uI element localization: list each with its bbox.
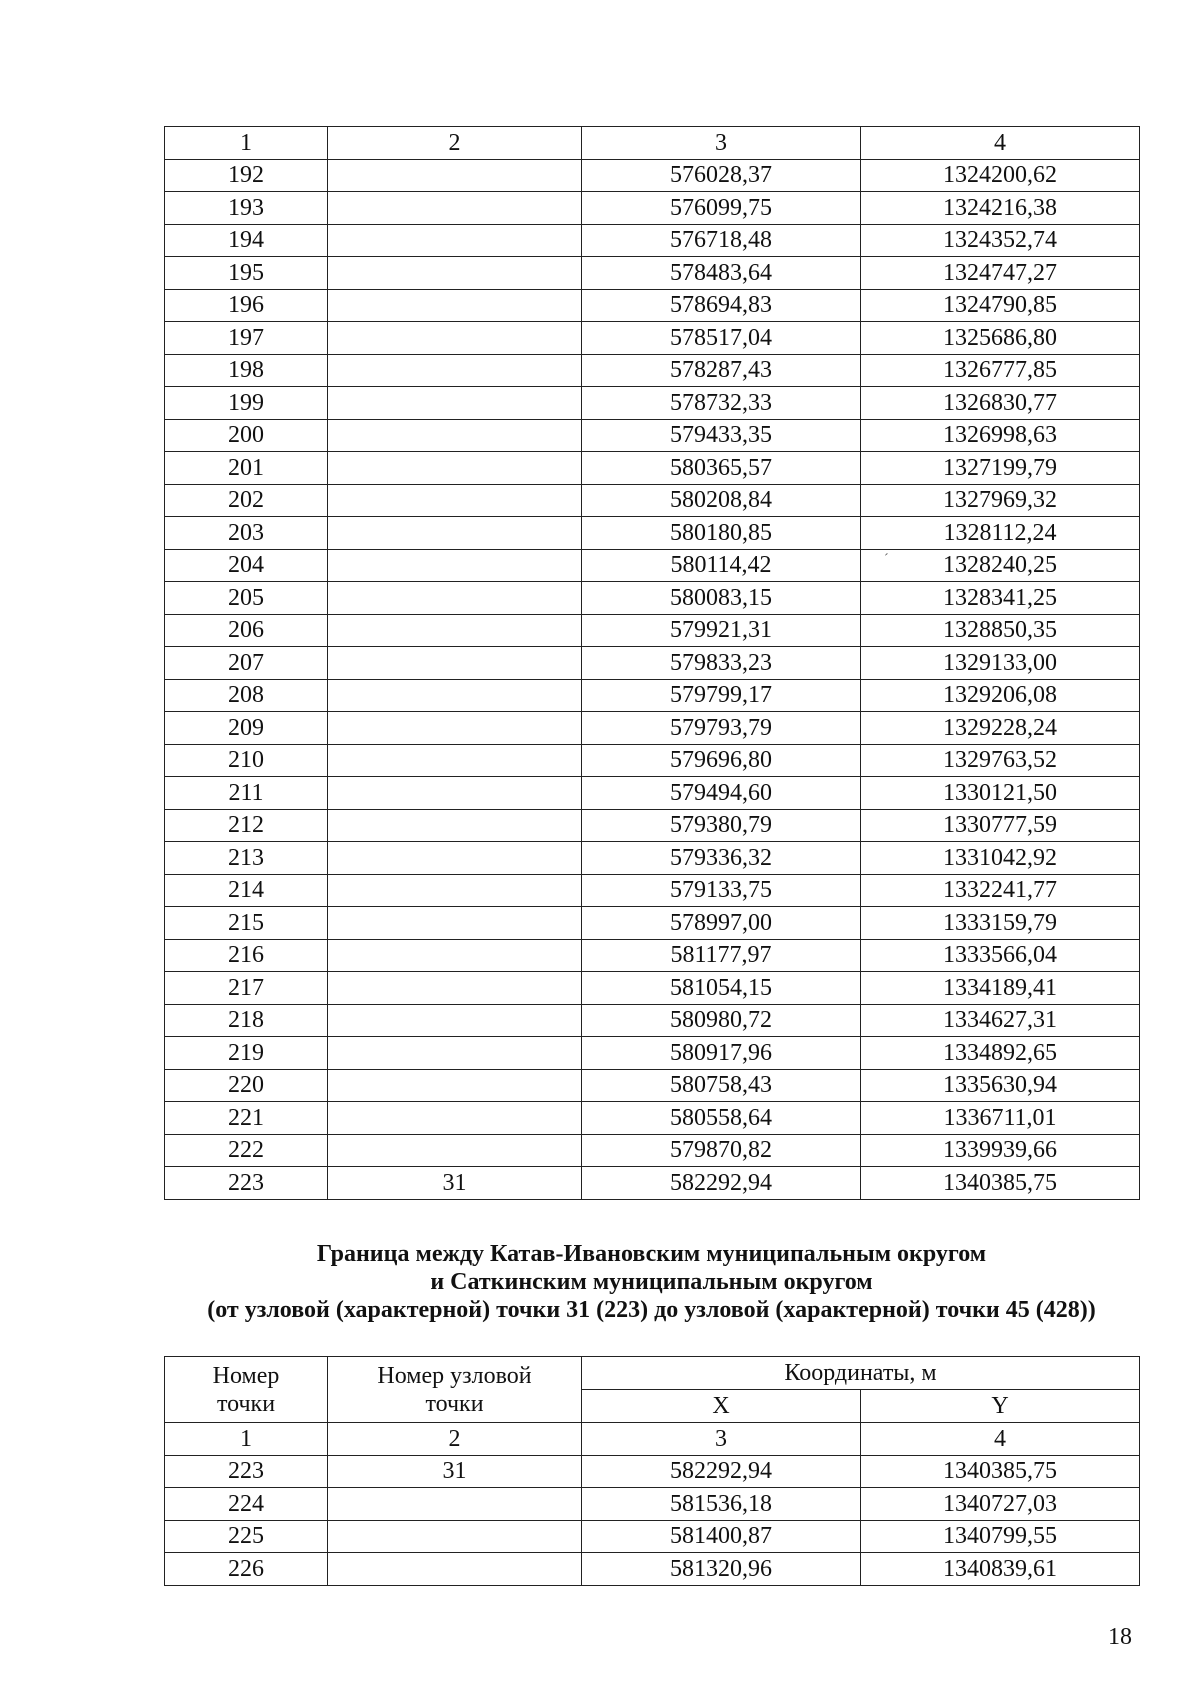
point-number-cell: 225 xyxy=(165,1520,328,1553)
x-coordinate-cell: 580558,64 xyxy=(582,1102,861,1135)
x-coordinate-cell: 580365,57 xyxy=(582,452,861,485)
y-coordinate-cell: 1324352,74 xyxy=(861,224,1140,257)
node-point-cell: 31 xyxy=(328,1455,582,1488)
y-coordinate-cell: 1340839,61 xyxy=(861,1553,1140,1586)
node-point-cell xyxy=(328,289,582,322)
node-point-cell xyxy=(328,484,582,517)
point-number-cell: 220 xyxy=(165,1069,328,1102)
x-coordinate-cell: 580114,42 xyxy=(582,549,861,582)
x-coordinate-cell: 582292,94 xyxy=(582,1167,861,1200)
table-row xyxy=(165,679,1140,712)
y-coordinate-cell: 1330777,59 xyxy=(861,809,1140,842)
y-coordinate-cell: 1340385,75 xyxy=(861,1167,1140,1200)
point-number-cell: 194 xyxy=(165,224,328,257)
column-number-cell: 1 xyxy=(165,127,328,160)
node-point-cell xyxy=(328,842,582,875)
node-point-cell xyxy=(328,647,582,680)
point-number-cell: 213 xyxy=(165,842,328,875)
node-point-cell xyxy=(328,744,582,777)
point-number-cell: 211 xyxy=(165,777,328,810)
node-point-cell: 31 xyxy=(328,1167,582,1200)
column-number-cell: 2 xyxy=(328,1423,582,1456)
point-number-cell: 223 xyxy=(165,1455,328,1488)
node-point-cell xyxy=(328,354,582,387)
y-coordinate-cell: 1334627,31 xyxy=(861,1004,1140,1037)
x-coordinate-cell: 579133,75 xyxy=(582,874,861,907)
point-number-cell: 208 xyxy=(165,679,328,712)
y-coordinate-cell: 1328240,25 xyxy=(861,549,1140,582)
x-coordinate-cell: 579696,80 xyxy=(582,744,861,777)
point-number-cell: 219 xyxy=(165,1037,328,1070)
x-coordinate-cell: 579921,31 xyxy=(582,614,861,647)
y-coordinate-header: Y xyxy=(861,1390,1140,1423)
x-coordinate-cell: 581536,18 xyxy=(582,1488,861,1521)
coordinates-table-body xyxy=(165,127,1140,1200)
x-coordinate-cell: 580083,15 xyxy=(582,582,861,615)
y-coordinate-cell: 1328341,25 xyxy=(861,582,1140,615)
coordinates-header: Координаты, м xyxy=(582,1357,1140,1390)
point-number-cell: 218 xyxy=(165,1004,328,1037)
node-point-cell xyxy=(328,224,582,257)
y-coordinate-cell: 1328850,35 xyxy=(861,614,1140,647)
x-coordinate-cell: 576028,37 xyxy=(582,159,861,192)
y-coordinate-cell: 1336711,01 xyxy=(861,1102,1140,1135)
y-coordinate-cell: 1326998,63 xyxy=(861,419,1140,452)
x-coordinate-cell: 581320,96 xyxy=(582,1553,861,1586)
table-row xyxy=(165,1553,1140,1586)
x-coordinate-cell: 578732,33 xyxy=(582,387,861,420)
point-number-cell: 224 xyxy=(165,1488,328,1521)
table-row xyxy=(165,224,1140,257)
table-row xyxy=(165,1069,1140,1102)
point-number-cell: 226 xyxy=(165,1553,328,1586)
point-number-cell: 217 xyxy=(165,972,328,1005)
point-number-header: Номер точки xyxy=(165,1357,328,1423)
boundary-coordinates-table xyxy=(164,1356,1140,1586)
table-row xyxy=(165,484,1140,517)
x-coordinate-cell: 582292,94 xyxy=(582,1455,861,1488)
y-coordinate-cell: 1329763,52 xyxy=(861,744,1140,777)
point-number-cell: 206 xyxy=(165,614,328,647)
x-coordinate-cell: 578287,43 xyxy=(582,354,861,387)
point-number-cell: 201 xyxy=(165,452,328,485)
y-coordinate-cell: 1335630,94 xyxy=(861,1069,1140,1102)
point-number-cell: 222 xyxy=(165,1134,328,1167)
point-number-cell: 196 xyxy=(165,289,328,322)
table-row xyxy=(165,322,1140,355)
section-heading xyxy=(164,1240,1139,1324)
x-coordinate-header: X xyxy=(582,1390,861,1423)
node-point-cell xyxy=(328,679,582,712)
node-point-cell xyxy=(328,809,582,842)
table-row xyxy=(165,549,1140,582)
node-point-cell xyxy=(328,712,582,745)
table-row xyxy=(165,614,1140,647)
point-number-cell: 199 xyxy=(165,387,328,420)
y-coordinate-cell: 1324200,62 xyxy=(861,159,1140,192)
x-coordinate-cell: 578483,64 xyxy=(582,257,861,290)
coordinates-table-continued xyxy=(164,126,1140,1200)
table-row xyxy=(165,257,1140,290)
x-coordinate-cell: 579799,17 xyxy=(582,679,861,712)
section-heading-line: и Саткинским муниципальным округом xyxy=(430,1269,873,1295)
point-number-cell: 207 xyxy=(165,647,328,680)
table-row xyxy=(165,452,1140,485)
y-coordinate-cell: 1326777,85 xyxy=(861,354,1140,387)
node-point-number-header: Номер узловой точки xyxy=(328,1357,582,1423)
table-row xyxy=(165,647,1140,680)
y-coordinate-cell: 1340385,75 xyxy=(861,1455,1140,1488)
y-coordinate-cell: 1333566,04 xyxy=(861,939,1140,972)
point-number-cell: 192 xyxy=(165,159,328,192)
table-row xyxy=(165,1488,1140,1521)
point-number-cell: 193 xyxy=(165,192,328,225)
y-coordinate-cell: 1328112,24 xyxy=(861,517,1140,550)
table-row xyxy=(165,744,1140,777)
x-coordinate-cell: 576099,75 xyxy=(582,192,861,225)
y-coordinate-cell: 1326830,77 xyxy=(861,387,1140,420)
node-point-cell xyxy=(328,549,582,582)
node-point-cell xyxy=(328,257,582,290)
column-number-row xyxy=(165,127,1140,160)
column-number-row xyxy=(165,1423,1140,1456)
scan-speck: ˊ xyxy=(884,552,889,567)
y-coordinate-cell: 1339939,66 xyxy=(861,1134,1140,1167)
node-point-cell xyxy=(328,972,582,1005)
point-number-cell: 202 xyxy=(165,484,328,517)
page-number: 18 xyxy=(1108,1624,1132,1650)
table-header-row xyxy=(165,1357,1140,1390)
table-row xyxy=(165,1455,1140,1488)
x-coordinate-cell: 578997,00 xyxy=(582,907,861,940)
point-number-cell: 216 xyxy=(165,939,328,972)
point-number-cell: 215 xyxy=(165,907,328,940)
node-point-cell xyxy=(328,1134,582,1167)
table-row xyxy=(165,939,1140,972)
table-row xyxy=(165,354,1140,387)
column-number-cell: 3 xyxy=(582,127,861,160)
boundary-coordinates-table-body xyxy=(165,1357,1140,1586)
point-number-cell: 197 xyxy=(165,322,328,355)
point-number-cell: 223 xyxy=(165,1167,328,1200)
x-coordinate-cell: 579793,79 xyxy=(582,712,861,745)
point-number-cell: 195 xyxy=(165,257,328,290)
node-point-cell xyxy=(328,1488,582,1521)
x-coordinate-cell: 581177,97 xyxy=(582,939,861,972)
node-point-cell xyxy=(328,517,582,550)
table-row xyxy=(165,712,1140,745)
x-coordinate-cell: 579833,23 xyxy=(582,647,861,680)
table-row xyxy=(165,192,1140,225)
table-row xyxy=(165,387,1140,420)
node-point-cell xyxy=(328,1520,582,1553)
point-number-cell: 200 xyxy=(165,419,328,452)
section-heading-line: Граница между Катав-Ивановским муниципальным округом xyxy=(316,1241,987,1267)
node-point-cell xyxy=(328,452,582,485)
y-coordinate-cell: 1334189,41 xyxy=(861,972,1140,1005)
node-point-cell xyxy=(328,322,582,355)
x-coordinate-cell: 579380,79 xyxy=(582,809,861,842)
node-point-cell xyxy=(328,159,582,192)
node-point-cell xyxy=(328,419,582,452)
point-number-cell: 214 xyxy=(165,874,328,907)
y-coordinate-cell: 1327969,32 xyxy=(861,484,1140,517)
table-row xyxy=(165,1102,1140,1135)
node-point-cell xyxy=(328,1004,582,1037)
point-number-cell: 212 xyxy=(165,809,328,842)
x-coordinate-cell: 579494,60 xyxy=(582,777,861,810)
node-point-cell xyxy=(328,1037,582,1070)
table-row xyxy=(165,972,1140,1005)
column-number-cell: 1 xyxy=(165,1423,328,1456)
node-point-cell xyxy=(328,874,582,907)
point-number-cell: 204 xyxy=(165,549,328,582)
node-point-cell xyxy=(328,614,582,647)
node-point-cell xyxy=(328,1102,582,1135)
x-coordinate-cell: 576718,48 xyxy=(582,224,861,257)
x-coordinate-cell: 579433,35 xyxy=(582,419,861,452)
column-number-cell: 2 xyxy=(328,127,582,160)
point-number-cell: 198 xyxy=(165,354,328,387)
point-number-cell: 221 xyxy=(165,1102,328,1135)
y-coordinate-cell: 1324790,85 xyxy=(861,289,1140,322)
point-number-cell: 205 xyxy=(165,582,328,615)
table-row xyxy=(165,1134,1140,1167)
table-row xyxy=(165,1167,1140,1200)
y-coordinate-cell: 1340799,55 xyxy=(861,1520,1140,1553)
y-coordinate-cell: 1331042,92 xyxy=(861,842,1140,875)
node-point-cell xyxy=(328,192,582,225)
node-point-cell xyxy=(328,582,582,615)
table-row xyxy=(165,1004,1140,1037)
column-number-cell: 4 xyxy=(861,1423,1140,1456)
table-row xyxy=(165,289,1140,322)
table-row xyxy=(165,907,1140,940)
y-coordinate-cell: 1334892,65 xyxy=(861,1037,1140,1070)
point-number-cell: 210 xyxy=(165,744,328,777)
x-coordinate-cell: 579336,32 xyxy=(582,842,861,875)
x-coordinate-cell: 579870,82 xyxy=(582,1134,861,1167)
x-coordinate-cell: 580208,84 xyxy=(582,484,861,517)
table-row xyxy=(165,1037,1140,1070)
table-row xyxy=(165,874,1140,907)
table-row xyxy=(165,842,1140,875)
y-coordinate-cell: 1329228,24 xyxy=(861,712,1140,745)
x-coordinate-cell: 580917,96 xyxy=(582,1037,861,1070)
x-coordinate-cell: 580180,85 xyxy=(582,517,861,550)
y-coordinate-cell: 1327199,79 xyxy=(861,452,1140,485)
table-row xyxy=(165,582,1140,615)
y-coordinate-cell: 1333159,79 xyxy=(861,907,1140,940)
y-coordinate-cell: 1325686,80 xyxy=(861,322,1140,355)
y-coordinate-cell: 1329206,08 xyxy=(861,679,1140,712)
x-coordinate-cell: 578694,83 xyxy=(582,289,861,322)
x-coordinate-cell: 578517,04 xyxy=(582,322,861,355)
table-row xyxy=(165,419,1140,452)
y-coordinate-cell: 1324747,27 xyxy=(861,257,1140,290)
node-point-cell xyxy=(328,387,582,420)
point-number-cell: 203 xyxy=(165,517,328,550)
y-coordinate-cell: 1332241,77 xyxy=(861,874,1140,907)
column-number-cell: 4 xyxy=(861,127,1140,160)
node-point-cell xyxy=(328,939,582,972)
y-coordinate-cell: 1324216,38 xyxy=(861,192,1140,225)
x-coordinate-cell: 580758,43 xyxy=(582,1069,861,1102)
y-coordinate-cell: 1330121,50 xyxy=(861,777,1140,810)
node-point-cell xyxy=(328,777,582,810)
table-row xyxy=(165,159,1140,192)
node-point-cell xyxy=(328,1553,582,1586)
point-number-cell: 209 xyxy=(165,712,328,745)
x-coordinate-cell: 581054,15 xyxy=(582,972,861,1005)
y-coordinate-cell: 1340727,03 xyxy=(861,1488,1140,1521)
column-number-cell: 3 xyxy=(582,1423,861,1456)
table-row xyxy=(165,809,1140,842)
node-point-cell xyxy=(328,907,582,940)
table-row xyxy=(165,777,1140,810)
table-row xyxy=(165,1520,1140,1553)
node-point-cell xyxy=(328,1069,582,1102)
x-coordinate-cell: 580980,72 xyxy=(582,1004,861,1037)
y-coordinate-cell: 1329133,00 xyxy=(861,647,1140,680)
x-coordinate-cell: 581400,87 xyxy=(582,1520,861,1553)
section-heading-line: (от узловой (характерной) точки 31 (223) до узловой (характерной) точки 45 (428)) xyxy=(207,1297,1096,1323)
table-row xyxy=(165,517,1140,550)
